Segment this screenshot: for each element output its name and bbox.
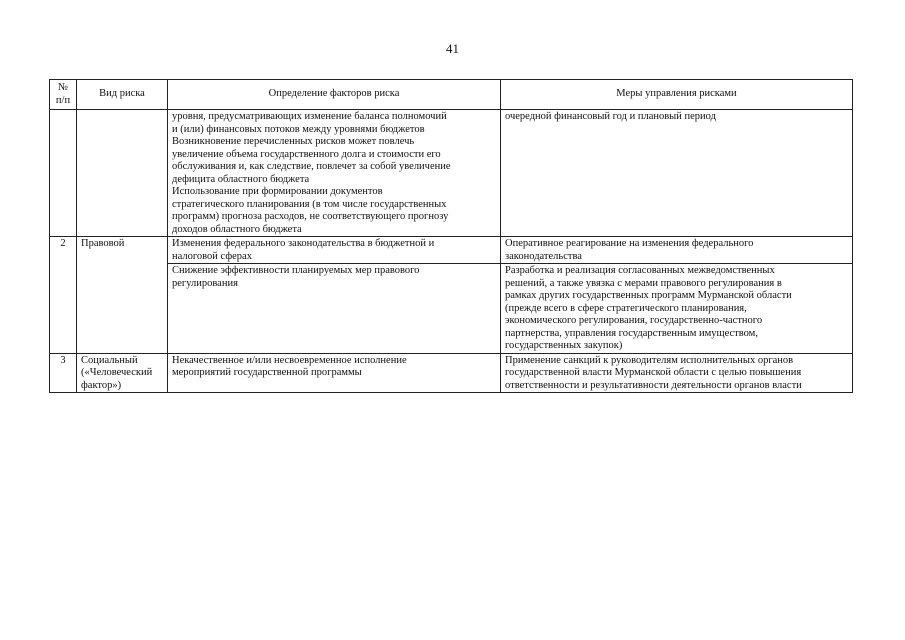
text-line: уровня, предусматривающих изменение баланса полномочий [172, 111, 447, 122]
text-line: дефицита областного бюджета [172, 173, 310, 185]
text-line: законодательства [505, 250, 582, 262]
header-risk-type: Вид риска [77, 80, 168, 110]
text-line: стратегического планирования (в том числе государственных [172, 198, 447, 210]
cell-risk-measures [501, 353, 853, 393]
text-line: мероприятий государственной программы [172, 367, 362, 378]
table-header-row [50, 80, 853, 110]
text-line: Снижение эффективности планируемых мер правового [172, 265, 420, 276]
text-line: и (или) финансовых потоков между уровнями бюджетов [172, 123, 425, 135]
text-line: ответственности и результативности деятельности органов власти [505, 379, 802, 391]
header-risk-measures: Меры управления рисками [501, 80, 853, 110]
text-line: («Человеческий [81, 367, 153, 378]
cell-risk-measures [501, 237, 853, 264]
cell-risk-measures [501, 264, 853, 354]
header-risk-factors: Определение факторов риска [168, 80, 501, 110]
cell-risk-measures [501, 110, 853, 237]
text-line: регулирования [172, 277, 238, 289]
text-line: решений, а также увязка с мерами правового регулирования в [505, 277, 782, 289]
text-line: Изменения федерального законодательства в бюджетной и [172, 238, 435, 249]
header-num [50, 80, 77, 110]
cell-risk-type [77, 353, 168, 393]
text-line: Некачественное и/или несвоевременное исполнение [172, 354, 407, 366]
cell-risk-factors [168, 264, 501, 354]
table-row [50, 264, 853, 354]
cell-risk-factors [168, 353, 501, 393]
text-line: Разработка и реализация согласованных межведомственных [505, 265, 775, 276]
cell-num: 2 [50, 237, 77, 354]
text-line: рамках других государственных программ Мурманской области [505, 290, 792, 301]
cell-risk-type [77, 237, 168, 354]
text-line: доходов областного бюджета [172, 223, 302, 235]
text-line: государственной власти Мурманской области с целью повышения [505, 367, 802, 378]
text-line: Оперативное реагирование на изменения федерального [505, 238, 754, 249]
table-row [50, 110, 853, 237]
header-num-line: п/п [55, 94, 71, 106]
risk-table [49, 79, 853, 393]
text-line: партнерства, управления государственным имуществом, [505, 327, 758, 339]
cell-num [50, 110, 77, 237]
header-num-line: № [57, 82, 69, 93]
text-line: увеличение объема государственного долга и стоимости его [172, 148, 441, 160]
cell-risk-factors [168, 237, 501, 264]
cell-risk-factors [168, 110, 501, 237]
text-line: Социальный [81, 354, 138, 366]
table-row [50, 237, 853, 264]
table-row [50, 353, 853, 393]
text-line: обслуживания и, как следствие, повлечет за собой увеличение [172, 161, 451, 172]
text-line: Использование при формировании документов [172, 186, 383, 197]
text-line: (прежде всего в сфере стратегического планирования, [505, 302, 747, 314]
text-line: программ) прогноза расходов, не соответствующего прогнозу [172, 211, 449, 222]
text-line: налоговой сферах [172, 250, 252, 262]
cell-risk-type [77, 110, 168, 237]
text-line: экономического регулирования, государственно-частного [505, 315, 763, 326]
text-line: фактор») [81, 379, 122, 391]
cell-num: 3 [50, 353, 77, 393]
page-number: 41 [446, 41, 459, 56]
text-line: очередной финансовый год и плановый период [505, 111, 716, 122]
text-line: государственных закупок) [505, 340, 623, 351]
text-line: Применение санкций к руководителям исполнительных органов [505, 354, 794, 366]
text-line: Правовой [81, 238, 125, 249]
text-line: Возникновение перечисленных рисков может повлечь [172, 136, 415, 147]
